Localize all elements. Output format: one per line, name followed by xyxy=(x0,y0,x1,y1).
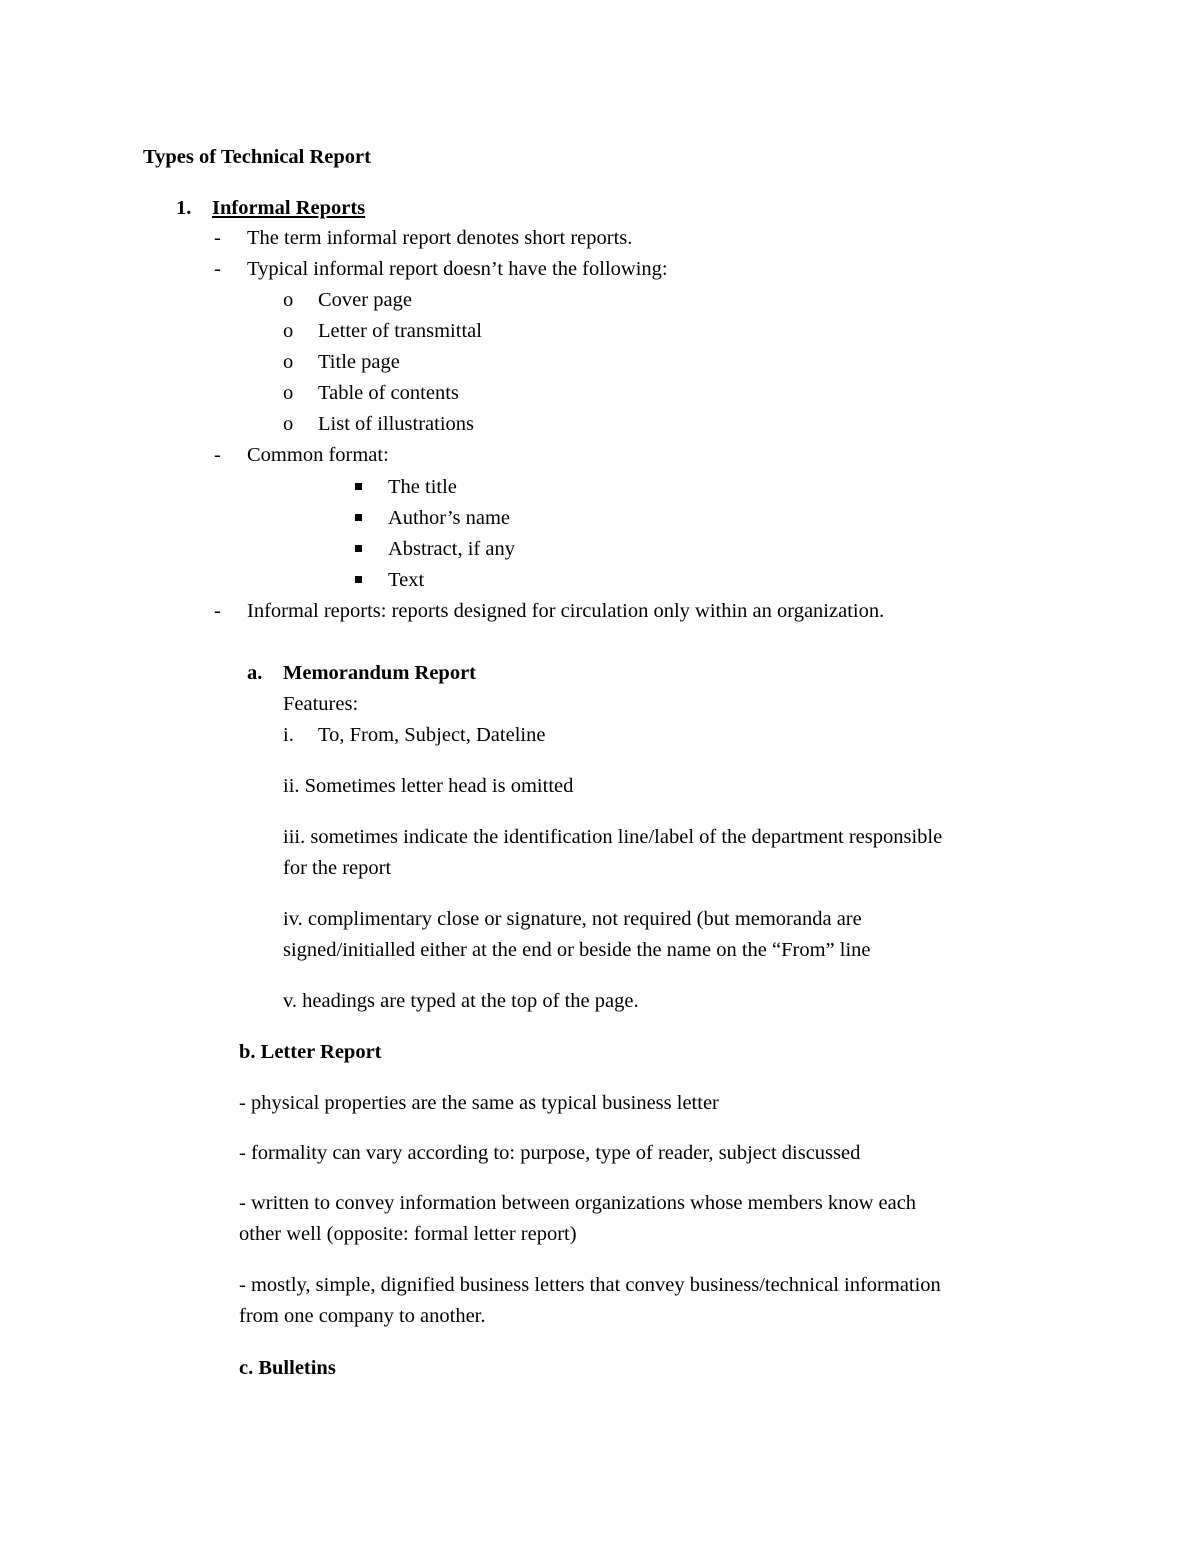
paragraph: - mostly, simple, dignified business letters that convey business/technical information xyxy=(239,1274,941,1296)
list-item: Typical informal report doesn’t have the following: xyxy=(247,258,668,280)
list-item: List of illustrations xyxy=(318,413,475,435)
paragraph: - physical properties are the same as typical business letter xyxy=(239,1092,719,1114)
list-item: Table of contents xyxy=(318,382,459,404)
square-bullet xyxy=(355,545,362,552)
list-item: Author’s name xyxy=(388,507,511,529)
dash-bullet: - xyxy=(214,600,221,622)
list-item: Letter of transmittal xyxy=(318,320,482,342)
subsection-heading: Memorandum Report xyxy=(283,662,477,684)
paragraph: - formality can vary according to: purpose, type of reader, subject discussed xyxy=(239,1142,861,1164)
features-label: Features: xyxy=(283,693,359,715)
list-item: The title xyxy=(388,476,457,498)
circle-bullet: o xyxy=(283,351,294,373)
document-title: Types of Technical Report xyxy=(143,146,371,168)
feature-item: iv. complimentary close or signature, not required (but memoranda are xyxy=(283,908,862,930)
subsection-heading: b. Letter Report xyxy=(239,1041,382,1063)
square-bullet xyxy=(355,576,362,583)
feature-item: ii. Sometimes letter head is omitted xyxy=(283,775,574,797)
dash-bullet: - xyxy=(214,258,221,280)
circle-bullet: o xyxy=(283,413,294,435)
list-item: Informal reports: reports designed for circulation only within an organization. xyxy=(247,600,885,622)
subsection-heading: c. Bulletins xyxy=(239,1357,336,1379)
circle-bullet: o xyxy=(283,320,294,342)
paragraph: - written to convey information between organizations whose members know each xyxy=(239,1192,917,1214)
paragraph-continuation: from one company to another. xyxy=(239,1305,486,1327)
square-bullet xyxy=(355,483,362,490)
square-bullet xyxy=(355,514,362,521)
feature-number: i. xyxy=(283,724,294,746)
dash-bullet: - xyxy=(214,444,221,466)
paragraph-continuation: other well (opposite: formal letter report) xyxy=(239,1223,577,1245)
feature-item: v. headings are typed at the top of the page. xyxy=(283,990,639,1012)
circle-bullet: o xyxy=(283,289,294,311)
list-item: Cover page xyxy=(318,289,412,311)
dash-bullet: - xyxy=(214,227,221,249)
section-heading: Informal Reports xyxy=(212,197,366,219)
list-item: Text xyxy=(388,569,425,591)
list-item: Abstract, if any xyxy=(388,538,515,560)
feature-item: To, From, Subject, Dateline xyxy=(318,724,546,746)
subsection-letter: a. xyxy=(247,662,263,684)
circle-bullet: o xyxy=(283,382,294,404)
feature-item: iii. sometimes indicate the identification line/label of the department responsible xyxy=(283,826,943,848)
list-item: Common format: xyxy=(247,444,389,466)
list-item: The term informal report denotes short reports. xyxy=(247,227,633,249)
list-item: Title page xyxy=(318,351,400,373)
feature-item-continuation: for the report xyxy=(283,857,392,879)
section-number: 1. xyxy=(176,197,192,219)
feature-item-continuation: signed/initialled either at the end or beside the name on the “From” line xyxy=(283,939,871,961)
